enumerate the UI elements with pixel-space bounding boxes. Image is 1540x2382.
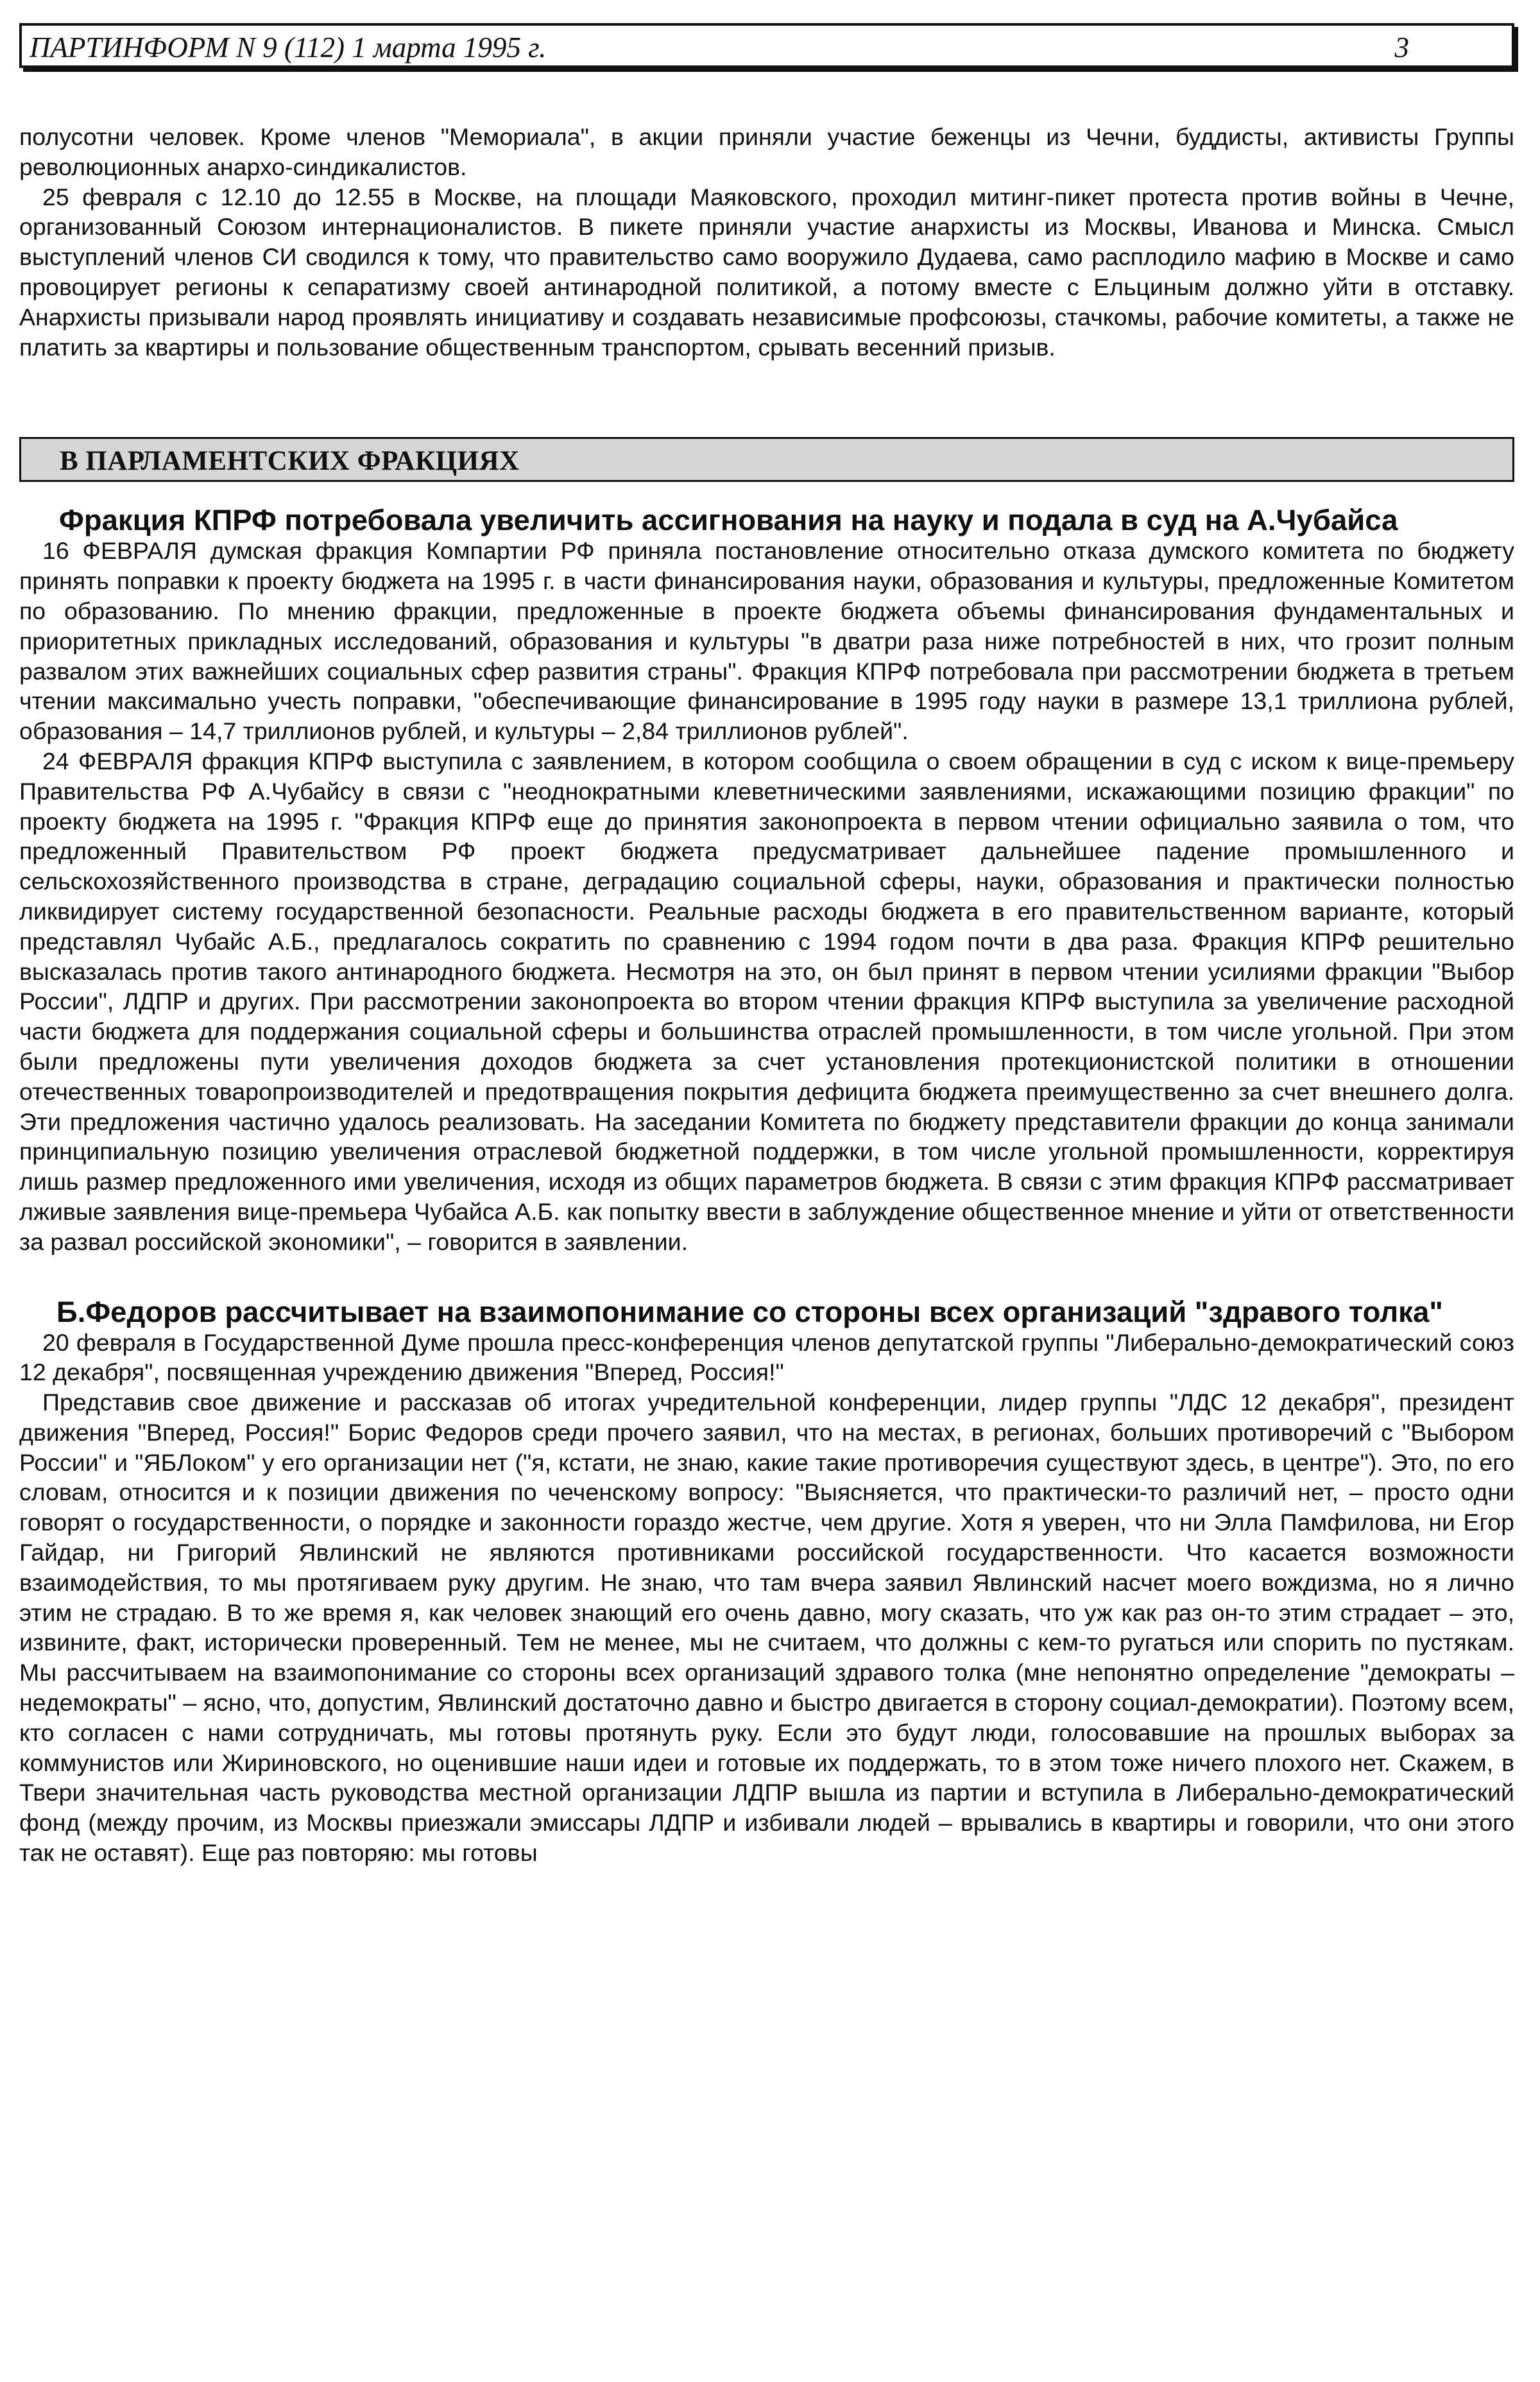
article-kprf — [19, 505, 1514, 1256]
intro-continuation — [19, 122, 1514, 362]
publication-title: ПАРТИНФОРМ N 9 (112) 1 марта 1995 г. — [30, 31, 547, 64]
article-paragraph: 24 ФЕВРАЛЯ фракция КПРФ выступила с заявлением, в котором сообщила о своем обращении в суд с иском к вице-премьеру Правительства РФ А.Чубайсу в связи с "неоднократными клеветническими заявлениями, искажающими позицию фракции" по проекту бюджета на 1995 г. "Фракция КПРФ еще до принятия законопроекта в первом чтении официально заявила о том, что предложенный Правительством РФ проект бюджета предусматривает дальнейшее падение промышленного и сельскохозяйственного производства в стране, деградацию социальной сферы, науки, образования и практически полностью ликвидирует систему государственной безопасности. Реальные расходы бюджета в его правительственном варианте, который представлял Чубайс А.Б., предлагалось сократить по сравнению с 1994 годом почти в два раза. Фракция КПРФ решительно высказалась против такого антинародного бюджета. Несмотря на это, он был принят в первом чтении усилиями фракции "Выбор России", ЛДПР и других. При рассмотрении законопроекта во втором чтении фракция КПРФ выступила за увеличение расходной части бюджета для поддержания социальной сферы и большинства отраслей промышленности, в том числе угольной. При этом были предложены пути увеличения доходов бюджета за счет установления протекционистской политики в отношении отечественных товаропроизводителей и предотвращения покрытия дефицита бюджета преимущественно за счет внешнего долга. Эти предложения частично удалось реализовать. На заседании Комитета по бюджету представители фракции до конца занимали принципиальную позицию увеличения отраслевой бюджетной поддержки, в том числе угольной промышленности, корректируя лишь размер предложенного ими увеличения, исходя из общих параметров бюджета. В связи с этим фракция КПРФ рассматривает лживые заявления вице-премьера Чубайса А.Б. как попытку ввести в заблуждение общественное мнение и уйти от ответственности за развал российской экономики", – говорится в заявлении. — [19, 747, 1514, 1255]
article-title: Фракция КПРФ потребовала увеличить ассигнования на науку и подала в суд на А.Чубайса — [59, 504, 1398, 537]
section-heading-banner — [19, 437, 1514, 482]
article-fedorov — [19, 1297, 1514, 1868]
page-number: 3 — [1394, 31, 1409, 64]
section-heading: В ПАРЛАМЕНТСКИХ ФРАКЦИЯХ — [60, 446, 520, 477]
article-paragraph: 20 февраля в Государственной Думе прошла пресс-конференция членов депутатской группы "Либерально-демократический союз 12 декабря", посвященная учреждению движения "Вперед, Россия!" — [19, 1328, 1514, 1386]
article-paragraph: 16 ФЕВРАЛЯ думская фракция Компартии РФ приняла постановление относительно отказа думского комитета по бюджету принять поправки к проекту бюджета на 1995 г. в части финансирования науки, образования и культуры, предложенные Комитетом по образованию. По мнению фракции, предложенные в проекте бюджета объемы финансирования фундаментальных и приоритетных прикладных исследований, образования и культуры "в дватри раза ниже потребностей в них, что грозит полным развалом этих важнейших социальных сфер развития страны". Фракция КПРФ потребовала при рассмотрении бюджета в третьем чтении максимально учесть поправки, "обеспечивающие финансирование в 1995 году науки в размере 13,1 триллиона рублей, образования – 14,7 триллионов рублей, и культуры – 2,84 триллионов рублей". — [19, 537, 1514, 745]
article-paragraph: Представив свое движение и рассказав об итогах учредительной конференции, лидер группы "ЛДС 12 декабря", президент движения "Вперед, Россия!" Борис Федоров среди прочего заявил, что на местах, в регионах, больших противоречий с "Выбором России" и "ЯБЛоком" у его организации нет ("я, кстати, не знаю, какие такие противоречия существуют здесь, в центре"). Это, по его словам, относится и к позиции движения по чеченскому вопросу: "Выясняется, что практически-то различий нет, – просто одни говорят о государственности, о порядке и законности гораздо жестче, чем другие. Хотя я уверен, что ни Элла Памфилова, ни Егор Гайдар, ни Григорий Явлинский не являются противниками российской государственности. Что касается возможности взаимодействия, то мы протягиваем руку другим. Не знаю, что там вчера заявил Явлинский насчет моего вождизма, но я лично этим не страдаю. В то же время я, как человек знающий его очень давно, могу сказать, что уж как раз он-то этим страдает – это, извините, факт, исторически проверенный. Тем не менее, мы не считаем, что должны с кем-то ругаться или спорить по пустякам. Мы рассчитываем на взаимопонимание со стороны всех организаций здравого толка (мне непонятно определение "демократы – недемократы" – ясно, что, допустим, Явлинский достаточно давно и быстро двигается в сторону социал-демократии). Поэтому всем, кто согласен с нами сотрудничать, мы готовы протянуть руку. Если это будут люди, голосовавшие на прошлых выборах за коммунистов или Жириновского, но оценившие наши идеи и готовые их поддержать, то в этом тоже ничего плохого нет. Скажем, в Твери значительная часть руководства местной организации ЛДПР вышла из партии и вступила в Либерально-демократический фонд (между прочим, из Москвы приезжали эмиссары ЛДПР и избивали людей – врывались в квартиры и говорили, что они этого так не оставят). Еще раз повторяю: мы готовы — [19, 1389, 1514, 1867]
intro-paragraph: 25 февраля с 12.10 до 12.55 в Москве, на площади Маяковского, проходил митинг-пикет протеста против войны в Чечне, организованный Союзом интернационалистов. В пикете приняли участие анархисты из Москвы, Иванова и Минска. Смысл выступлений членов СИ сводился к тому, что правительство само вооружило Дудаева, само расплодило мафию в Москве и само провоцирует регионы к сепаратизму своей антинародной политикой, а потому вместе с Ельциным должно уйти в отставку. Анархисты призывали народ проявлять инициативу и создавать независимые профсоюзы, стачкомы, рабочие комитеты, а также не платить за квартиры и пользование общественным транспортом, срывать весенний призыв. — [19, 183, 1514, 361]
article-title: Б.Федоров рассчитывает на взаимопонимание со стороны всех организаций "здравого толка" — [56, 1295, 1443, 1328]
intro-paragraph: полусотни человек. Кроме членов "Мемориала", в акции приняли участие беженцы из Чечни, буддисты, активисты Группы революционных анархо-синдикалистов. — [19, 123, 1514, 180]
page-header — [19, 23, 1514, 68]
newspaper-page — [19, 23, 1514, 1868]
